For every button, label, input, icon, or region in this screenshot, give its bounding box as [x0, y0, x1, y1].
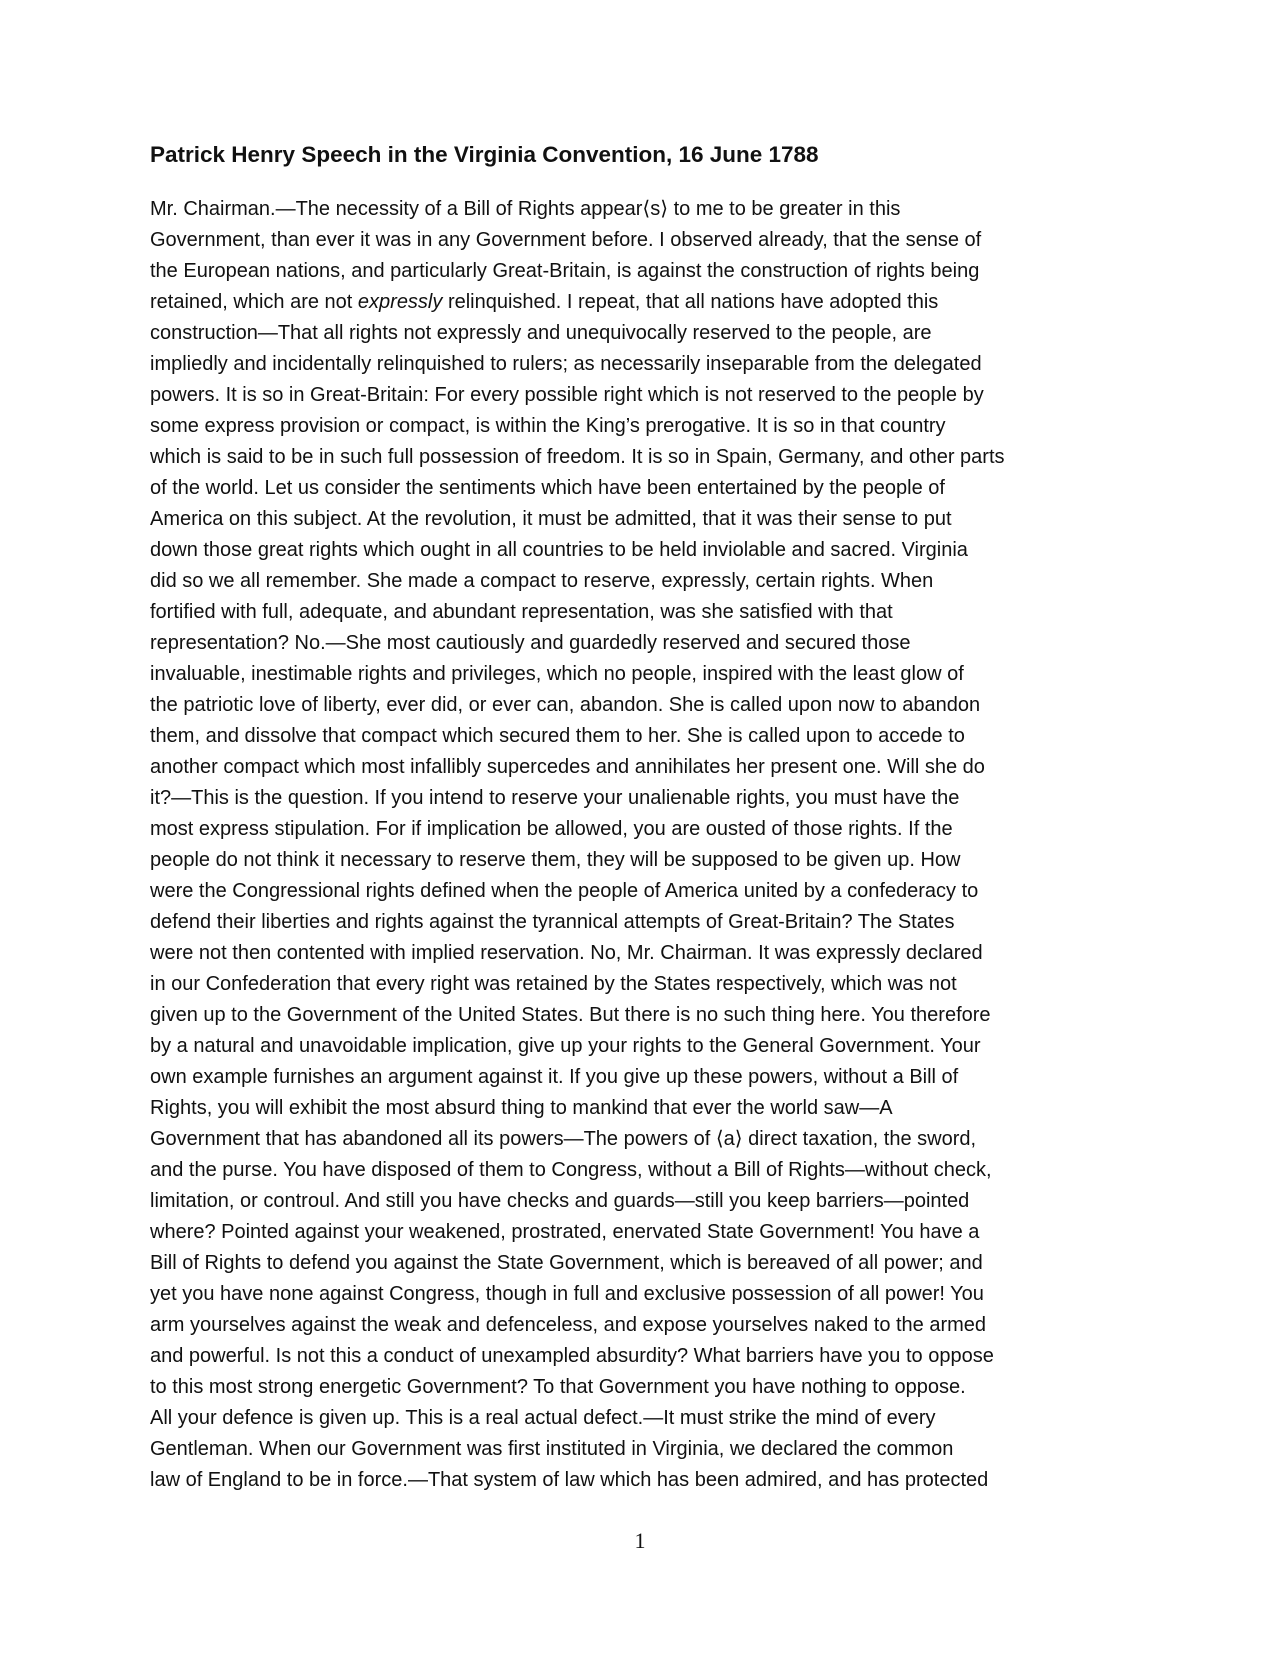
text-line: America on this subject. At the revolution, it must be admitted, that it was their sense to put [150, 508, 952, 530]
text-line: most express stipulation. For if implication be allowed, you are ousted of those rights. If the [150, 818, 953, 840]
text-line: given up to the Government of the United States. But there is no such thing here. You therefore [150, 1004, 991, 1026]
text-line: limitation, or controul. And still you have checks and guards—still you keep barriers—pointed [150, 1190, 970, 1212]
text-line: another compact which most infallibly supercedes and annihilates her present one. Will she do [150, 756, 985, 778]
text-line: own example furnishes an argument against it. If you give up these powers, without a Bill of [150, 1066, 959, 1088]
text-line: powers. It is so in Great-Britain: For every possible right which is not reserved to the people by [150, 384, 984, 406]
text-line: fortified with full, adequate, and abundant representation, was she satisfied with that [150, 601, 893, 623]
speech-body [150, 194, 1130, 1496]
text-line: Government, than ever it was in any Government before. I observed already, that the sense of [150, 229, 982, 251]
text-line: Government that has abandoned all its powers—The powers of ⟨a⟩ direct taxation, the sword, [150, 1128, 977, 1150]
text-line: some express provision or compact, is within the King’s prerogative. It is so in that country [150, 415, 946, 437]
text-line: law of England to be in force.—That system of law which has been admired, and has protected [150, 1469, 989, 1491]
text-line: where? Pointed against your weakened, prostrated, enervated State Government! You have a [150, 1221, 980, 1243]
text-line: people do not think it necessary to reserve them, they will be supposed to be given up. How [150, 849, 961, 871]
text-line: which is said to be in such full possession of freedom. It is so in Spain, Germany, and other parts [150, 446, 1005, 468]
document-page [150, 140, 1130, 1496]
text-line: were the Congressional rights defined when the people of America united by a confederacy to [150, 880, 979, 902]
text-line: in our Confederation that every right was retained by the States respectively, which was not [150, 973, 957, 995]
text-line: All your defence is given up. This is a real actual defect.—It must strike the mind of every [150, 1407, 936, 1429]
text-line: Mr. Chairman.—The necessity of a Bill of Rights appear⟨s⟩ to me to be greater in this [150, 198, 901, 220]
text-line: of the world. Let us consider the sentiments which have been entertained by the people of [150, 477, 945, 499]
text-segment: retained, which are not [150, 291, 358, 313]
text-line: it?—This is the question. If you intend to reserve your unalienable rights, you must have the [150, 787, 960, 809]
text-line: invaluable, inestimable rights and privileges, which no people, inspired with the least glow of [150, 663, 964, 685]
text-line: defend their liberties and rights against the tyrannical attempts of Great-Britain? The States [150, 911, 955, 933]
text-line: them, and dissolve that compact which secured them to her. She is called upon to accede to [150, 725, 965, 747]
text-line: impliedly and incidentally relinquished to rulers; as necessarily inseparable from the delegated [150, 353, 982, 375]
text-line: the patriotic love of liberty, ever did, or ever can, abandon. She is called upon now to abandon [150, 694, 981, 716]
page-number: 1 [634, 1528, 646, 1553]
text-line: Rights, you will exhibit the most absurd thing to mankind that ever the world saw—A [150, 1097, 893, 1119]
text-line: arm yourselves against the weak and defenceless, and expose yourselves naked to the armed [150, 1314, 987, 1336]
text-line: Gentleman. When our Government was first instituted in Virginia, we declared the common [150, 1438, 954, 1460]
page-title: Patrick Henry Speech in the Virginia Convention, 16 June 1788 [150, 142, 819, 167]
text-line: and powerful. Is not this a conduct of unexampled absurdity? What barriers have you to oppose [150, 1345, 994, 1367]
text-line: were not then contented with implied reservation. No, Mr. Chairman. It was expressly declared [150, 942, 983, 964]
text-line: by a natural and unavoidable implication, give up your rights to the General Government. Your [150, 1035, 981, 1057]
emphasized-word: expressly [357, 291, 443, 313]
text-line: the European nations, and particularly Great-Britain, is against the construction of rights being [150, 260, 980, 282]
text-line: to this most strong energetic Government? To that Government you have nothing to oppose. [150, 1376, 966, 1398]
text-segment: relinquished. I repeat, that all nations have adopted this [442, 291, 939, 313]
text-line: yet you have none against Congress, though in full and exclusive possession of all power! You [150, 1283, 984, 1305]
text-line: Bill of Rights to defend you against the State Government, which is bereaved of all power; and [150, 1252, 983, 1274]
text-line: and the purse. You have disposed of them to Congress, without a Bill of Rights—without check, [150, 1159, 992, 1181]
text-line [150, 287, 1130, 318]
text-line: representation? No.—She most cautiously and guardedly reserved and secured those [150, 632, 911, 654]
text-line: did so we all remember. She made a compact to reserve, expressly, certain rights. When [150, 570, 934, 592]
text-line: construction—That all rights not expressly and unequivocally reserved to the people, are [150, 322, 932, 344]
text-line: down those great rights which ought in all countries to be held inviolable and sacred. Virginia [150, 539, 968, 561]
